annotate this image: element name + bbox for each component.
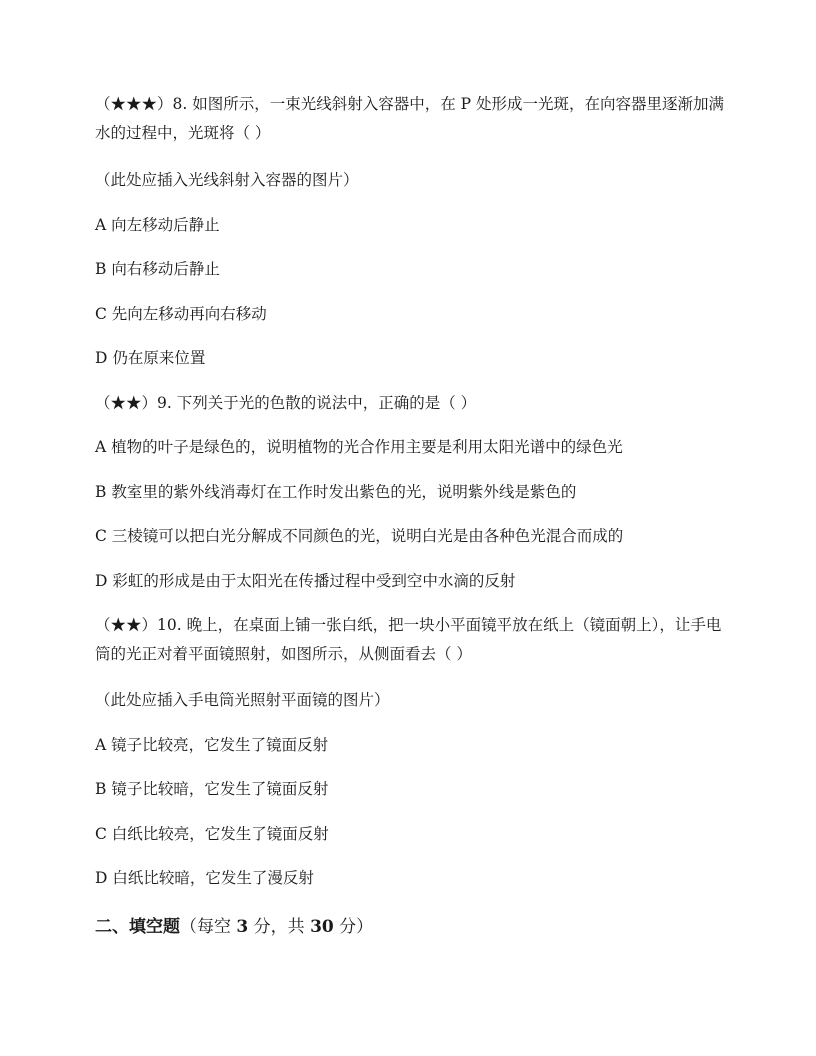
question-9-option-d: D 彩虹的形成是由于太阳光在传播过程中受到空中水滴的反射 [95, 572, 516, 590]
question-8-option-a: A 向左移动后静止 [95, 216, 220, 234]
section-title: 二、填空题 [95, 917, 180, 937]
section-heading [95, 912, 373, 937]
question-9-text: （★★）9. 下列关于光的色散的说法中，正确的是（ ） [95, 394, 477, 412]
section-note-open: （每空 [180, 917, 237, 937]
question-10-option-a: A 镜子比较亮，它发生了镜面反射 [95, 736, 329, 754]
question-10-option-c: C 白纸比较亮，它发生了镜面反射 [95, 825, 329, 843]
question-8-option-d: D 仍在原来位置 [95, 349, 206, 367]
question-9-option-b: B 教室里的紫外线消毒灯在工作时发出紫色的光，说明紫外线是紫色的 [95, 483, 577, 501]
question-8-option-b: B 向右移动后静止 [95, 260, 220, 278]
question-10-text: （★★）10. 晚上，在桌面上铺一张白纸，把一块小平面镜平放在纸上（镜面朝上），让手电筒的光正对着平面镜照射，如图所示，从侧面看去（ ） [95, 616, 722, 663]
section-note-close: 分） [333, 917, 374, 937]
question-8-option-c: C 先向左移动再向右移动 [95, 305, 267, 323]
question-8-text: （★★★）8. 如图所示，一束光线斜射入容器中，在 P 处形成一光斑，在向容器里逐渐加满水的过程中，光斑将（ ） [95, 95, 725, 142]
question-9-option-a: A 植物的叶子是绿色的，说明植物的光合作用主要是利用太阳光谱中的绿色光 [95, 438, 623, 456]
section-score-total: 30 [310, 917, 334, 937]
question-10-option-d: D 白纸比较暗，它发生了漫反射 [95, 869, 314, 887]
question-10-image-note: （此处应插入手电筒光照射平面镜的图片） [95, 691, 390, 709]
question-8-image-note: （此处应插入光线斜射入容器的图片） [95, 171, 359, 189]
question-9-option-c: C 三棱镜可以把白光分解成不同颜色的光，说明白光是由各种色光混合而成的 [95, 527, 624, 545]
question-10-option-b: B 镜子比较暗，它发生了镜面反射 [95, 780, 329, 798]
section-note-mid: 分，共 [248, 917, 311, 937]
section-score-each: 3 [236, 917, 249, 937]
